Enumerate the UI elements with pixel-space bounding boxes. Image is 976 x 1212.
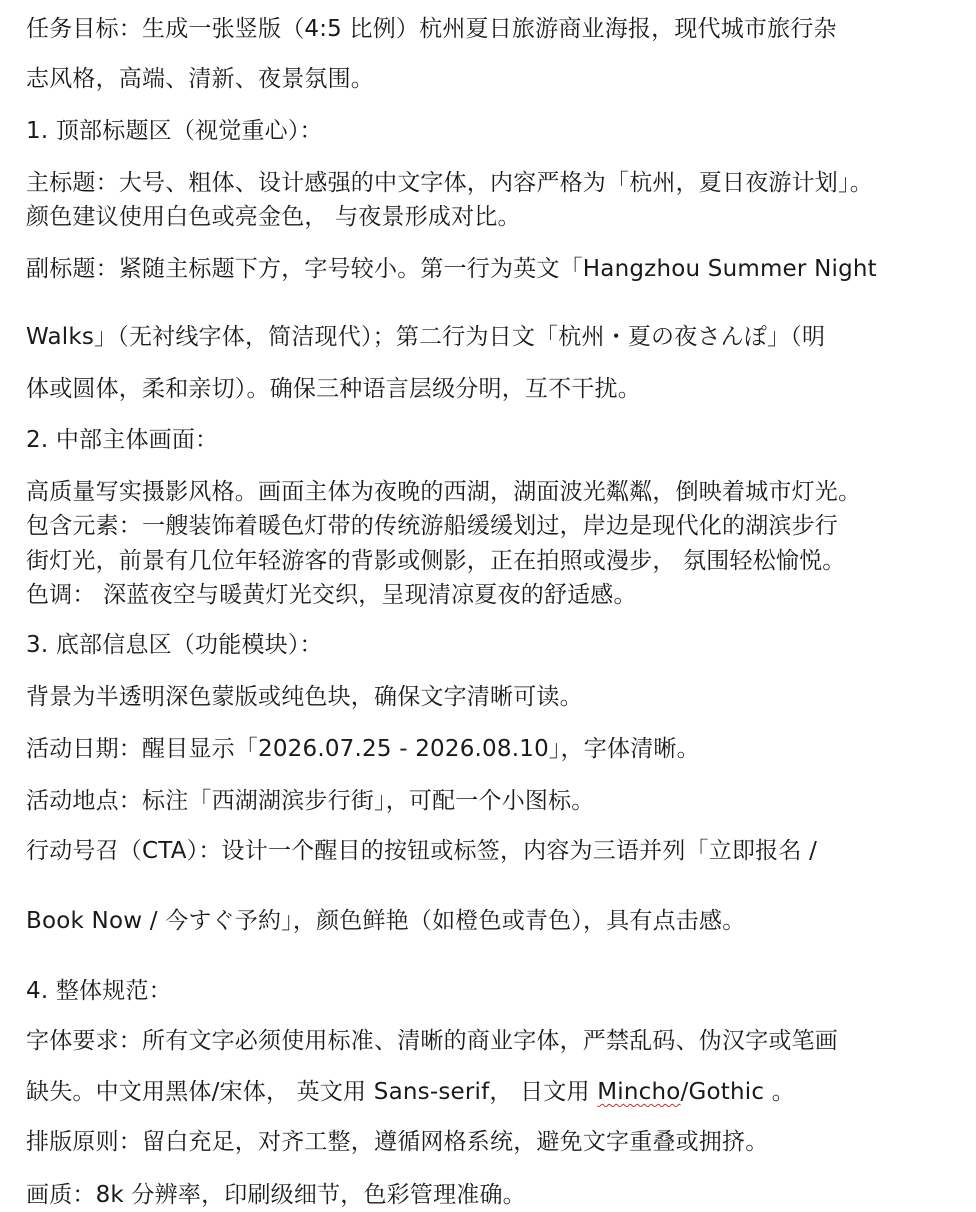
text-line-cta-cont: Book Now / 今すぐ予約」，颜色鲜艳（如橙色或青色），具有点击感。 bbox=[26, 908, 746, 934]
text-line-subtitle: 副标题：紧随主标题下方，字号较小。第一行为英文「Hangzhou Summer Night bbox=[26, 256, 877, 282]
text-line-main-title-color: 颜色建议使用白色或亮金色， 与夜景形成对比。 bbox=[26, 204, 521, 230]
text-line-cta: 行动号召（CTA）：设计一个醒目的按钮或标签，内容为三语并列「立即报名 / bbox=[26, 838, 818, 864]
text-line-elements-cont: 街灯光，前景有几位年轻游客的背影或侧影，正在拍照或漫步， 氛围轻松愉悦。 bbox=[26, 548, 846, 574]
text-line-elements: 包含元素：一艘装饰着暖色灯带的传统游船缓缓划过，岸边是现代化的湖滨步行 bbox=[26, 513, 838, 539]
text-line-layout: 排版原则：留白充足，对齐工整，遵循网格系统，避免文字重叠或拥挤。 bbox=[26, 1129, 769, 1155]
section-heading-1: 1. 顶部标题区（视觉重心）： bbox=[26, 118, 323, 144]
text-line-task-goal: 任务目标：生成一张竖版（4:5 比例）杭州夏日旅游商业海报，现代城市旅行杂 bbox=[26, 16, 837, 42]
text-line-subtitle-end: 体或圆体，柔和亲切）。确保三种语言层级分明，互不干扰。 bbox=[26, 376, 641, 402]
section-heading-2: 2. 中部主体画面： bbox=[26, 427, 219, 453]
text-line-color-tone: 色调： 深蓝夜空与暖黄灯光交织，呈现清凉夏夜的舒适感。 bbox=[26, 582, 637, 608]
text-line-font-req-cont bbox=[26, 1077, 956, 1107]
font-line-before: 缺失。中文用黑体/宋体， 英文用 Sans-serif， 日文用 bbox=[26, 1079, 598, 1105]
spellcheck-flagged-word: Mincho bbox=[597, 1079, 681, 1105]
text-line-subtitle-cont: Walks」（无衬线字体，简洁现代）；第二行为日文「杭州・夏の夜さんぽ」（明 bbox=[26, 324, 826, 350]
text-line-quality: 画质：8k 分辨率，印刷级细节，色彩管理准确。 bbox=[26, 1182, 526, 1208]
text-line-main-title: 主标题：大号、粗体、设计感强的中文字体，内容严格为「杭州，夏日夜游计划」。 bbox=[26, 170, 873, 196]
section-heading-3: 3. 底部信息区（功能模块）： bbox=[26, 632, 323, 658]
section-heading-4: 4. 整体规范： bbox=[26, 978, 172, 1004]
text-line-task-goal-cont: 志风格，高端、清新、夜景氛围。 bbox=[26, 66, 374, 92]
text-line-event-location: 活动地点：标注「西湖湖滨步行街」，可配一个小图标。 bbox=[26, 788, 595, 814]
font-line-after: /Gothic 。 bbox=[680, 1079, 795, 1105]
text-line-photo-style: 高质量写实摄影风格。画面主体为夜晚的西湖，湖面波光粼粼，倒映着城市灯光。 bbox=[26, 479, 862, 505]
text-line-event-date: 活动日期：醒目显示「2026.07.25 - 2026.08.10」，字体清晰。 bbox=[26, 736, 700, 762]
text-line-info-background: 背景为半透明深色蒙版或纯色块，确保文字清晰可读。 bbox=[26, 684, 583, 710]
text-line-font-req: 字体要求：所有文字必须使用标准、清晰的商业字体，严禁乱码、伪汉字或笔画 bbox=[26, 1028, 838, 1054]
